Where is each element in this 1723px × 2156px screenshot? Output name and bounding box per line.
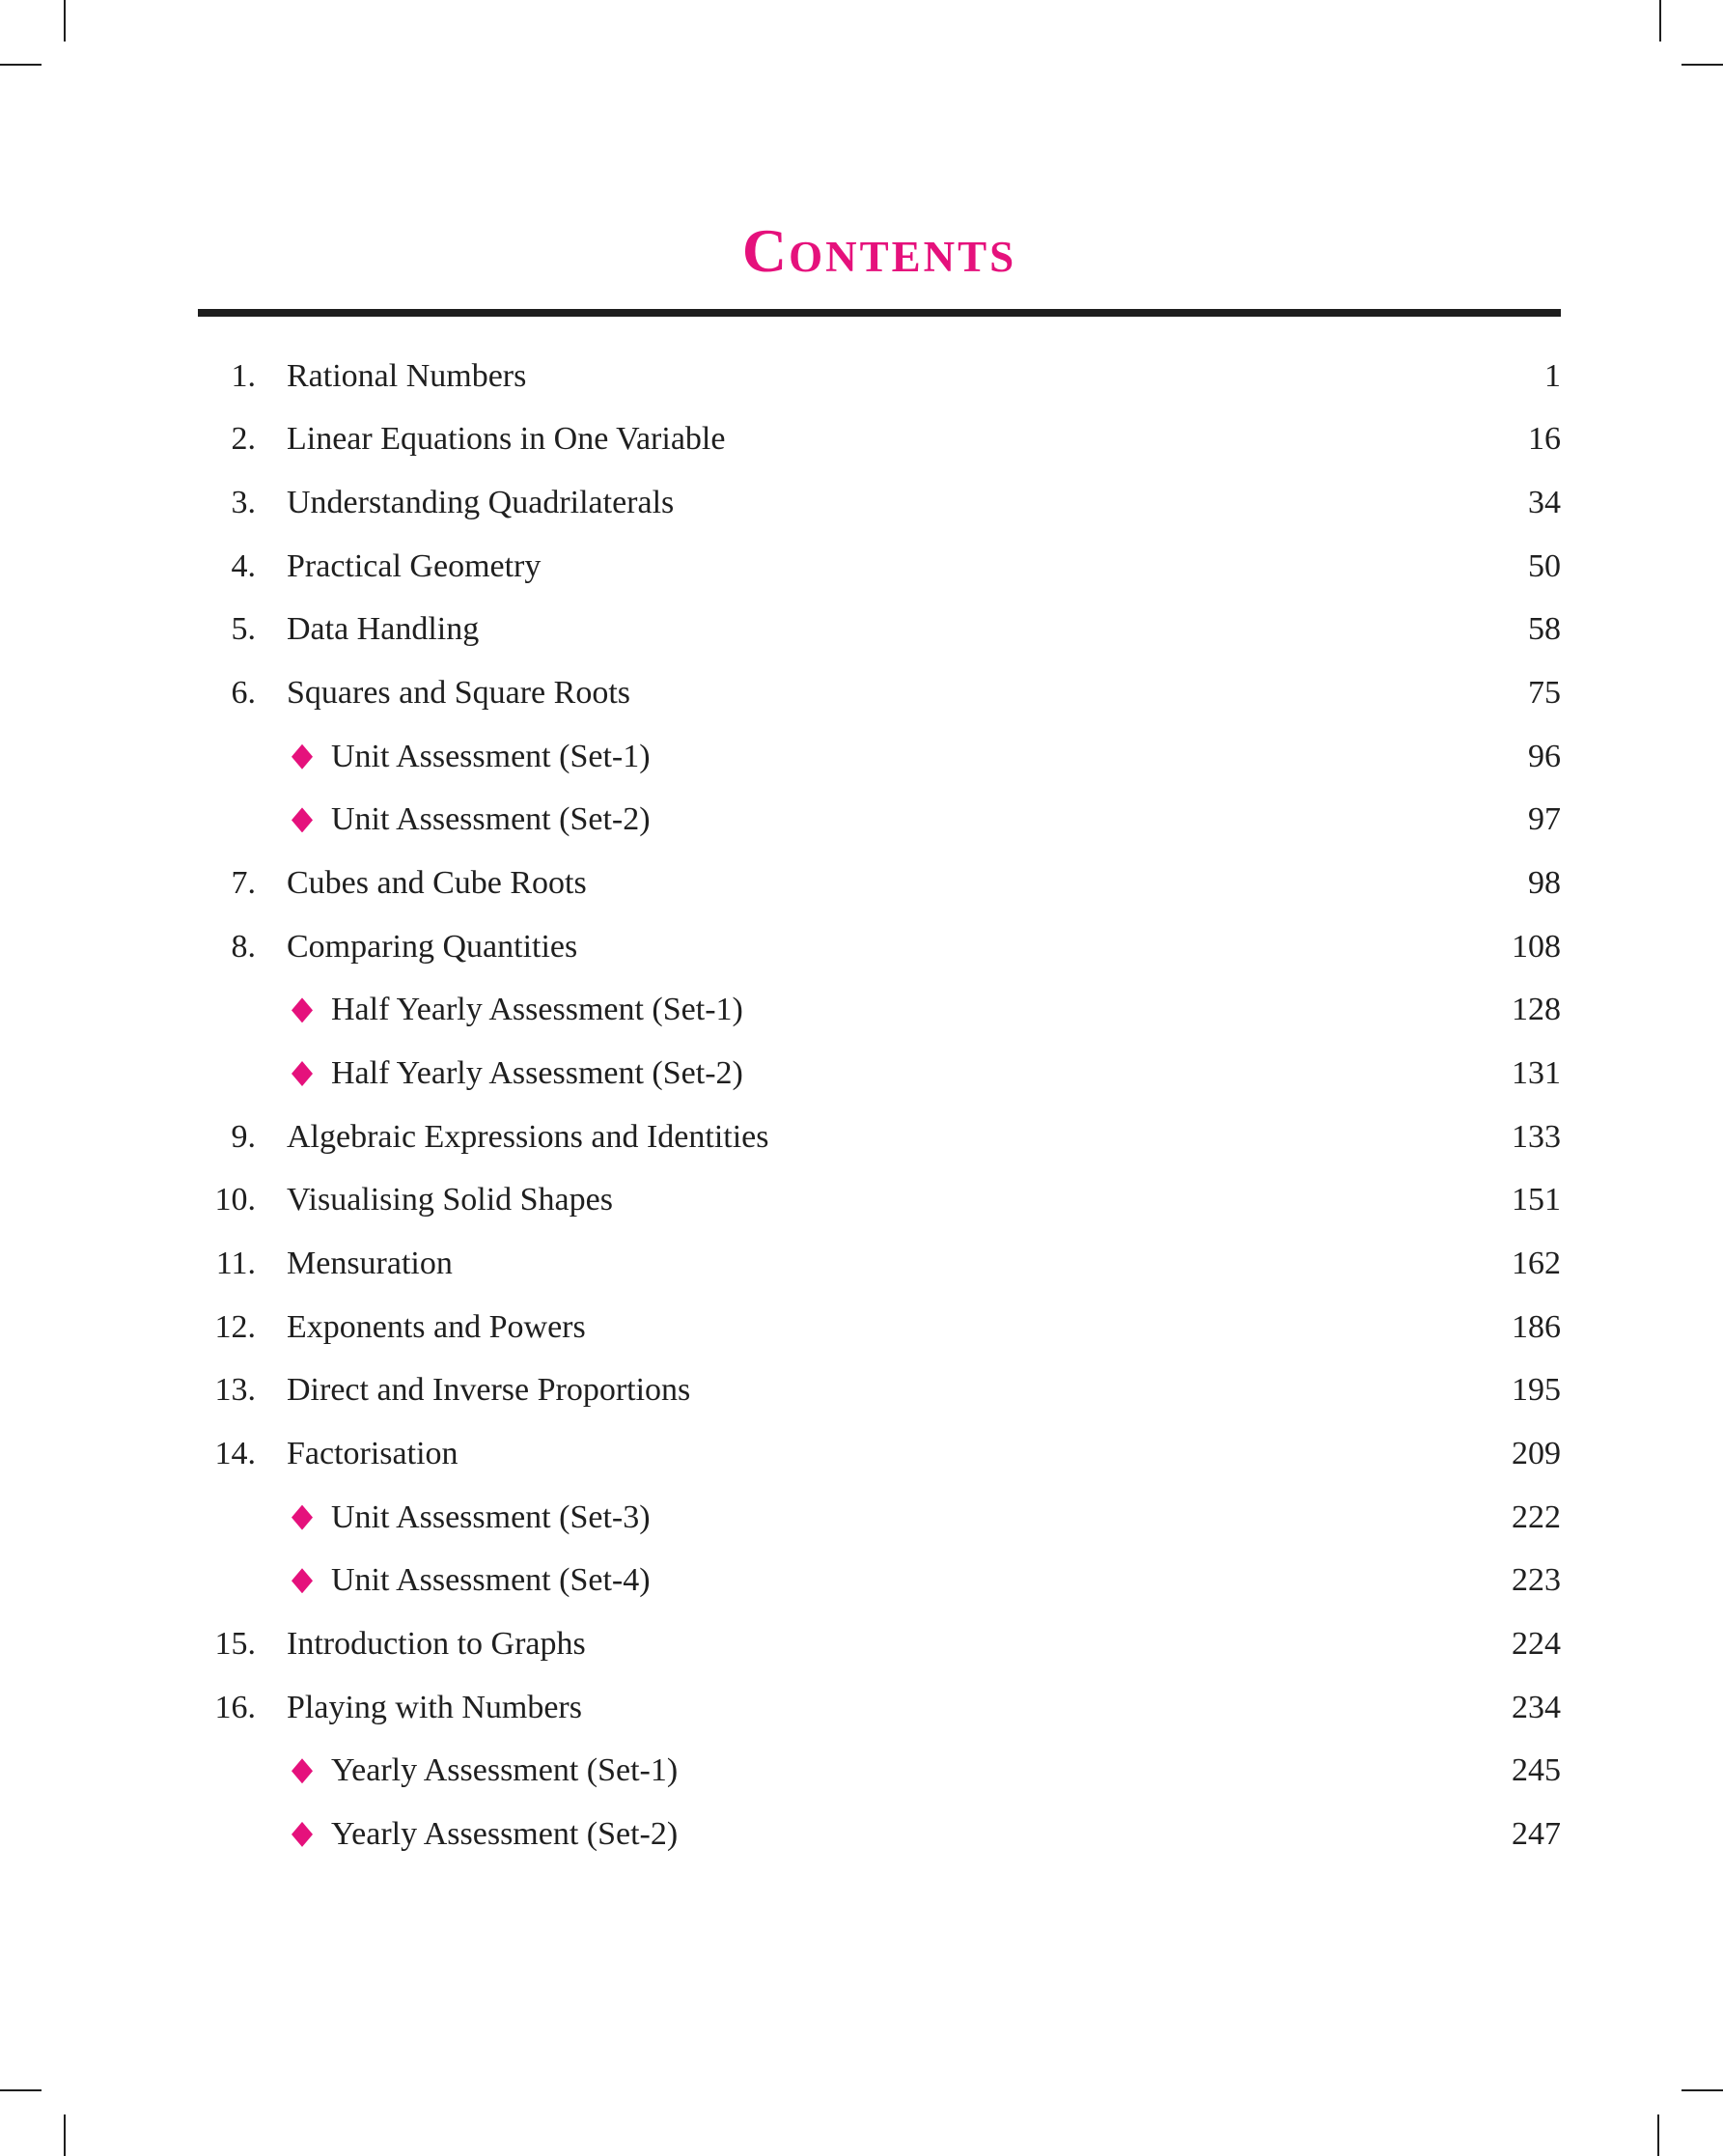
entry-title: Data Handling xyxy=(287,611,480,648)
entry-title: Practical Geometry xyxy=(287,547,542,584)
page-title-rest: ONTENTS xyxy=(789,233,1017,281)
toc-row-chapter xyxy=(196,1422,1561,1486)
crop-mark-top-left-horizontal xyxy=(0,64,42,66)
diamond-bullet-icon xyxy=(292,1505,313,1530)
toc-row-assessment xyxy=(196,1739,1561,1803)
toc-row-chapter xyxy=(196,1359,1561,1423)
entry-page-number: 97 xyxy=(1528,801,1561,838)
entry-page-number: 131 xyxy=(1512,1055,1561,1092)
diamond-bullet-icon xyxy=(292,997,313,1022)
entry-title: Factorisation xyxy=(287,1435,459,1471)
entry-page-number: 1 xyxy=(1544,357,1561,394)
diamond-bullet-icon xyxy=(292,1568,313,1593)
chapter-number: 9. xyxy=(231,1118,256,1155)
chapter-number: 3. xyxy=(231,485,256,521)
toc-row-assessment xyxy=(196,1042,1561,1106)
page-title-initial: C xyxy=(741,216,790,285)
entry-title: Visualising Solid Shapes xyxy=(287,1182,613,1218)
crop-mark-top-right-horizontal xyxy=(1681,64,1723,66)
toc-row-chapter xyxy=(196,1106,1561,1169)
chapter-number: 2. xyxy=(231,421,256,458)
entry-page-number: 234 xyxy=(1512,1689,1561,1725)
toc-row-assessment xyxy=(196,1486,1561,1550)
chapter-number: 10. xyxy=(214,1182,256,1218)
entry-page-number: 133 xyxy=(1512,1118,1561,1155)
entry-title: Unit Assessment (Set-2) xyxy=(331,801,651,838)
chapter-number: 6. xyxy=(231,675,256,712)
toc-row-assessment xyxy=(196,725,1561,789)
entry-page-number: 151 xyxy=(1512,1182,1561,1218)
entry-title: Understanding Quadrilaterals xyxy=(287,485,675,521)
toc-row-assessment xyxy=(196,979,1561,1043)
entry-title: Algebraic Expressions and Identities xyxy=(287,1118,769,1155)
entry-page-number: 16 xyxy=(1528,421,1561,458)
toc-row-assessment xyxy=(196,789,1561,853)
entry-title: Playing with Numbers xyxy=(287,1689,582,1725)
toc-row-chapter xyxy=(196,1232,1561,1296)
crop-mark-bottom-left-vertical xyxy=(64,2114,66,2156)
page-title xyxy=(198,216,1561,285)
entry-page-number: 209 xyxy=(1512,1435,1561,1471)
entry-page-number: 224 xyxy=(1512,1625,1561,1662)
chapter-number: 4. xyxy=(231,547,256,584)
entry-page-number: 186 xyxy=(1512,1308,1561,1345)
crop-mark-bottom-right-horizontal xyxy=(1681,2089,1723,2091)
entry-page-number: 162 xyxy=(1512,1246,1561,1282)
toc-row-chapter xyxy=(196,535,1561,599)
toc-row-chapter xyxy=(196,661,1561,725)
toc-row-chapter xyxy=(196,471,1561,535)
entry-title: Linear Equations in One Variable xyxy=(287,421,726,458)
toc-row-chapter xyxy=(196,599,1561,662)
toc-row-chapter xyxy=(196,1169,1561,1233)
entry-title: Half Yearly Assessment (Set-2) xyxy=(331,1055,743,1092)
chapter-number: 15. xyxy=(214,1625,256,1662)
chapter-number: 5. xyxy=(231,611,256,648)
entry-page-number: 96 xyxy=(1528,738,1561,774)
entry-page-number: 222 xyxy=(1512,1498,1561,1535)
toc-row-chapter xyxy=(196,915,1561,979)
entry-title: Mensuration xyxy=(287,1246,453,1282)
toc-row-chapter xyxy=(196,408,1561,472)
toc-row-chapter xyxy=(196,345,1561,408)
entry-page-number: 195 xyxy=(1512,1372,1561,1409)
entry-title: Rational Numbers xyxy=(287,357,527,394)
toc-row-chapter xyxy=(196,1612,1561,1676)
crop-mark-bottom-right-vertical xyxy=(1657,2114,1659,2156)
diamond-bullet-icon xyxy=(292,807,313,832)
entry-page-number: 50 xyxy=(1528,547,1561,584)
toc-row-chapter xyxy=(196,1296,1561,1359)
chapter-number: 12. xyxy=(214,1308,256,1345)
chapter-number: 1. xyxy=(231,357,256,394)
diamond-bullet-icon xyxy=(292,1061,313,1086)
toc-row-assessment xyxy=(196,1803,1561,1866)
entry-title: Direct and Inverse Proportions xyxy=(287,1372,691,1409)
entry-title: Unit Assessment (Set-1) xyxy=(331,738,651,774)
entry-title: Cubes and Cube Roots xyxy=(287,865,587,902)
entry-page-number: 98 xyxy=(1528,865,1561,902)
entry-title: Unit Assessment (Set-4) xyxy=(331,1562,651,1599)
chapter-number: 16. xyxy=(214,1689,256,1725)
entry-title: Comparing Quantities xyxy=(287,928,578,965)
entry-page-number: 34 xyxy=(1528,485,1561,521)
entry-page-number: 245 xyxy=(1512,1752,1561,1789)
entry-page-number: 247 xyxy=(1512,1815,1561,1852)
diamond-bullet-icon xyxy=(292,744,313,770)
entry-page-number: 108 xyxy=(1512,928,1561,965)
entry-title: Yearly Assessment (Set-2) xyxy=(331,1815,679,1852)
toc-row-chapter xyxy=(196,1676,1561,1740)
chapter-number: 8. xyxy=(231,928,256,965)
crop-mark-bottom-left-horizontal xyxy=(0,2089,42,2091)
chapter-number: 14. xyxy=(214,1435,256,1471)
chapter-number: 7. xyxy=(231,865,256,902)
diamond-bullet-icon xyxy=(292,1758,313,1783)
diamond-bullet-icon xyxy=(292,1822,313,1847)
entry-page-number: 128 xyxy=(1512,992,1561,1028)
entry-title: Introduction to Graphs xyxy=(287,1625,586,1662)
entry-page-number: 223 xyxy=(1512,1562,1561,1599)
entry-title: Yearly Assessment (Set-1) xyxy=(331,1752,679,1789)
entry-page-number: 58 xyxy=(1528,611,1561,648)
toc-list xyxy=(196,345,1561,1866)
crop-mark-top-right-vertical xyxy=(1659,0,1661,42)
crop-mark-top-left-vertical xyxy=(64,0,66,42)
chapter-number: 13. xyxy=(214,1372,256,1409)
toc-row-assessment xyxy=(196,1549,1561,1612)
entry-title: Exponents and Powers xyxy=(287,1308,586,1345)
chapter-number: 11. xyxy=(215,1246,256,1282)
entry-title: Squares and Square Roots xyxy=(287,675,631,712)
entry-page-number: 75 xyxy=(1528,675,1561,712)
entry-title: Unit Assessment (Set-3) xyxy=(331,1498,651,1535)
toc-row-chapter xyxy=(196,852,1561,915)
title-rule xyxy=(198,309,1561,317)
entry-title: Half Yearly Assessment (Set-1) xyxy=(331,992,743,1028)
